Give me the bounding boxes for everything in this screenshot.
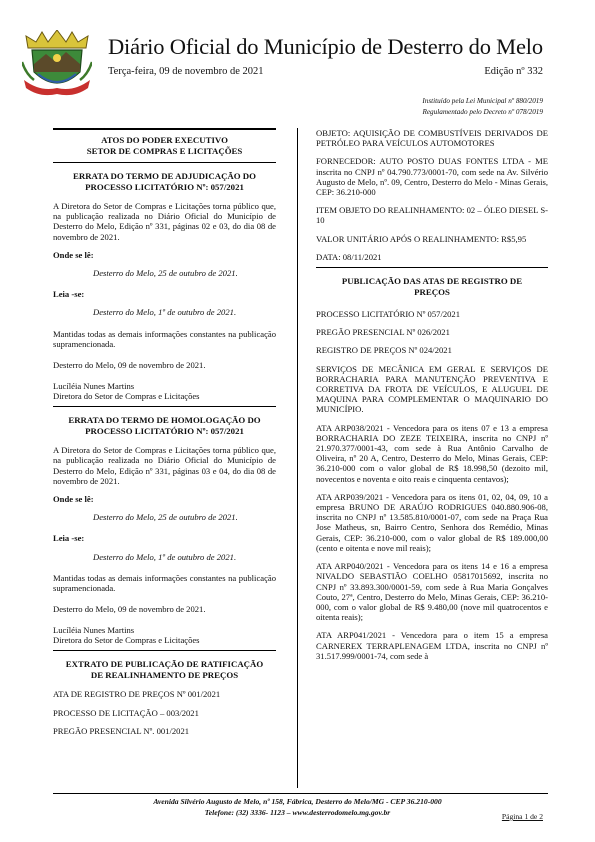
errata2-title: ERRATA DO TERMO DE HOMOLOGAÇÃO DO [68, 415, 261, 426]
errata2-onde-label: Onde se lê: [53, 494, 94, 505]
errata2-signature-name: Lucíléia Nunes Martins [53, 625, 135, 636]
left-column [53, 128, 276, 736]
errata1-signature-role: Diretora do Setor de Compras e Licitações [53, 391, 200, 402]
institution-law: Instituído pela Lei Municipal nº 880/2019 [422, 97, 543, 105]
extrato-processo: PROCESSO DE LICITAÇÃO – 003/2021 [53, 707, 199, 718]
footer-contact: Telefone: (32) 3336- 1123 – www.desterrodomelo.mg.gov.br [204, 808, 391, 817]
divider [316, 267, 548, 268]
errata2-leia-text: Desterro do Melo, 1º de outubro de 2021. [93, 551, 237, 562]
errata2-signature-role: Diretora do Setor de Compras e Licitações [53, 635, 200, 646]
realinhamento-fornecedor: FORNECEDOR: AUTO POSTO DUAS FONTES LTDA - ME inscrita no CNPJ nº 04.790.773/0001-70, com sede na Av. Silvério Augusto de Melo, nº. 09, Centro, Desterro do Melo - Minas Gerais, CEP: 36.210-000 [316, 156, 548, 198]
errata2-mantidas: Mantidas todas as demais informações constantes na publicação supramencionada. [53, 572, 276, 594]
edition-number: Edição nº 332 [484, 66, 543, 77]
ata-arp038: ATA ARP038/2021 - Vencedora para os itens 07 e 13 a empresa BORRACHARIA DO ZEZE TEIXEIRA, inscrita no CNPJ nº 21.970.377/0001-43, com sede à Rua Antônio Carvalho de Oliveira, nº 20 A, Centro, Desterro do Melo, Minas Gerais, CEP: 36.210-000 com o valor global de R$ 18.998,50 (dezoito mil, novecentos e noventa e oito reais e cinquenta centavos); [316, 422, 548, 484]
errata2-onde-text: Desterro do Melo, 25 de outubro de 2021. [93, 512, 238, 523]
section-title: ATOS DO PODER EXECUTIVO [101, 135, 228, 145]
errata1-leia-label: Leia -se: [53, 289, 85, 300]
divider [53, 128, 276, 130]
divider [53, 406, 276, 407]
newspaper-title: Diário Oficial do Município de Desterro do Melo [108, 34, 543, 59]
footer-divider [53, 793, 548, 794]
errata2-body: A Diretora do Setor de Compras e Licitações torna público que, na publicação realizada no Diário Oficial do Município de Desterro do Melo, Edição nº 331, páginas 03 e 04, do dia 08 de novembro de 2021. [53, 445, 276, 486]
errata1-leia-text: Desterro do Melo, 1º de outubro de 2021. [93, 307, 237, 318]
errata2-date: Desterro do Melo, 09 de novembro de 2021. [53, 604, 206, 615]
extrato-pregao: PREGÃO PRESENCIAL Nº. 001/2021 [53, 725, 190, 736]
errata1-body: A Diretora do Setor de Compras e Licitações torna público que, na publicação realizada no Diário Oficial do Município de Desterro do Melo, Edição nº 331, páginas 02 e 03, do dia 08 de novembro de 2021. [53, 201, 276, 242]
realinhamento-objeto: OBJETO: AQUISIÇÃO DE COMBUSTÍVEIS DERIVADOS DE PETRÓLEO PARA VEÍCULOS AUTOMOTORES [316, 128, 548, 149]
footer-address: Avenida Silvério Augusto de Melo, nº 158, Fábrica, Desterro do Melo/MG - CEP 36.210-000 [153, 797, 442, 806]
page-number: Página 1 de 2 [501, 812, 543, 821]
publicacao-processo: PROCESSO LICITATÓRIO Nº 057/2021 [316, 309, 461, 320]
municipal-crest-icon [22, 30, 92, 98]
right-column [316, 128, 548, 661]
errata1-title-2: PROCESSO LICITATÓRIO Nº: 057/2021 [85, 182, 244, 192]
errata1-date: Desterro do Melo, 09 de novembro de 2021. [53, 360, 206, 371]
extrato-ata: ATA DE REGISTRO DE PREÇOS Nº 001/2021 [53, 689, 221, 700]
section-subtitle: SETOR DE COMPRAS E LICITAÇÕES [86, 146, 243, 156]
realinhamento-data: DATA: 08/11/2021 [316, 251, 382, 262]
errata1-onde-label: Onde se lê: [53, 249, 94, 260]
divider [53, 162, 276, 163]
ata-arp040: ATA ARP040/2021 - Vencedora para os itens 14 e 16 a empresa NIVALDO SEBASTIÃO COELHO 05817015692, inscrita no CNPJ nº 33.893.300/0001-59, com sede à Rua Maria Gonçalves Couto, 27ª, Centro, Desterro do Melo, Minas Gerais, CEP: 36.210-000, com o valor global de R$ 9.480,00 (nove mil quatrocentos e oitenta reais); [316, 561, 548, 623]
ata-arp039: ATA ARP039/2021 - Vencedora para os itens 01, 02, 04, 09, 10 a empresa BRUNO DE ARAÚJO RODRIGUES 040.880.906-08, inscrita no CNPJ nº 13.585.810/0001-07, com sede na Praça Rua Jose Matheus, sn, Bairro Centro, Senhora dos Remédio, Minas Gerais, CEP: 36.210-000, com o valor global de R$ 189.000,00 (cento e oitenta e nove mil reais); [316, 491, 548, 553]
realinhamento-valor: VALOR UNITÁRIO APÓS O REALINHAMENTO: R$5,95 [316, 233, 527, 244]
errata1-signature-name: Lucíléia Nunes Martins [53, 381, 135, 392]
errata1-title: ERRATA DO TERMO DE ADJUDICAÇÃO DO [72, 171, 257, 181]
ata-arp041: ATA ARP041/2021 - Vencedora para o item 15 a empresa CARNEREX TERRAPLENAGEM LTDA, inscrita no CNPJ nº 31.517.999/0001-74, com sede à [316, 630, 548, 661]
publicacao-servicos: SERVIÇOS DE MECÂNICA EM GERAL E SERVIÇOS DE BORRACHARIA PARA MANUTENÇÃO PREVENTIVA E CORRETIVA DA FROTA DE VEÍCULOS, E ALUGUEL DE MAQUINA PARA COMPLEMENTAR O MAQUINARIO DO MUNICÍPIO. [316, 363, 548, 415]
publication-date: Terça-feira, 09 de novembro de 2021 [108, 66, 264, 77]
publicacao-pregao: PREGÃO PRESENCIAL Nº 026/2021 [316, 327, 450, 338]
errata1-onde-text: Desterro do Melo, 25 de outubro de 2021. [93, 268, 238, 279]
publicacao-title: PUBLICAÇÃO DAS ATAS DE REGISTRO DE [341, 276, 523, 287]
publicacao-title-2: PREÇOS [414, 287, 450, 298]
errata2-title-2: PROCESSO LICITATÓRIO Nº: 057/2021 [85, 426, 244, 437]
realinhamento-item: ITEM OBJETO DO REALINHAMENTO: 02 – ÓLEO DIESEL S-10 [316, 205, 548, 226]
institution-decree: Regulamentado pelo Decreto nº 078/2019 [422, 108, 543, 116]
errata2-leia-label: Leia -se: [53, 533, 85, 544]
errata1-mantidas: Mantidas todas as demais informações constantes na publicação supramencionada. [53, 328, 276, 349]
page-header [0, 0, 595, 122]
extrato-title-2: DE REALINHAMENTO DE PREÇOS [90, 670, 239, 681]
column-divider [297, 128, 298, 788]
publicacao-registro: REGISTRO DE PREÇOS Nº 024/2021 [316, 345, 452, 356]
extrato-title: EXTRATO DE PUBLICAÇÃO DE RATIFICAÇÃO [65, 659, 264, 670]
divider [53, 650, 276, 651]
